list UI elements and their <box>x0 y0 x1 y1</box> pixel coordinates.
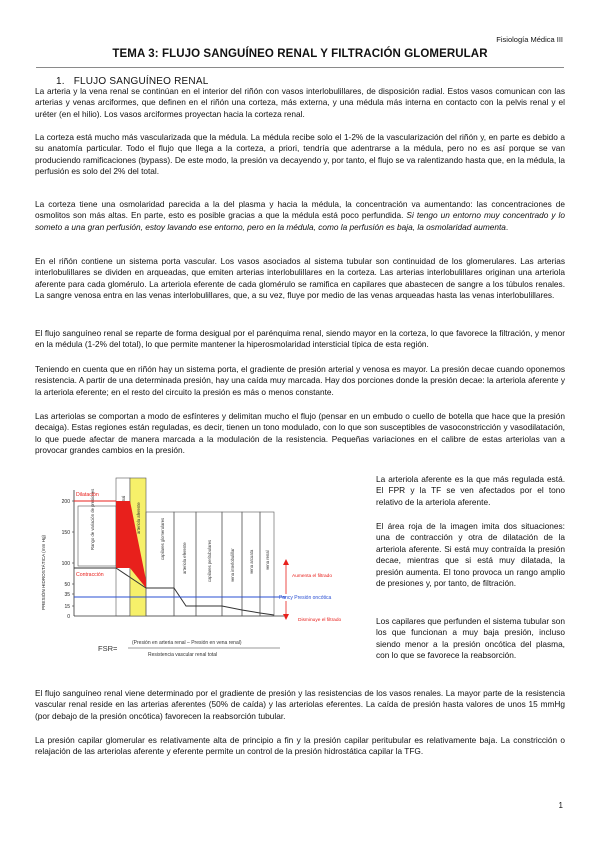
y-tick-label: 50 <box>64 582 70 588</box>
paragraph-3-italic: Si tengo un entorno muy concentrado y lo someto a una gran perfusión, estoy lavando ese entorno, pero en la médula, como la perfusión es baja, la osmolaridad aumenta <box>35 210 566 232</box>
column-label: vena interlobulillar <box>230 548 235 582</box>
down-arrow-head <box>283 614 289 620</box>
page-number: 1 <box>558 801 563 810</box>
fsr-numerator: (Presión en arteria renal – Presión en vena renal) <box>132 640 242 646</box>
y-tick-label: 150 <box>61 530 70 536</box>
y-tick-label: 200 <box>61 499 70 505</box>
contraction-label: Contracción <box>76 572 104 578</box>
oncotic-label: Pancy Presión oncótica <box>279 595 332 601</box>
paragraph-9: La presión capilar glomerular es relativamente alta de principio a fin y la presión capilar peritubular es relativamente baja. La constricción o relajación de las arteriolas aferente y eferente permite un control de la presión hidrostática capilar la TFG. <box>35 735 565 757</box>
side-paragraph-2: El área roja de la imagen imita dos situaciones: una de contracción y otra de dilatación de la arteriola aferente. Si está muy contraída la presión decae, mientras que si está muy dilatada, la presión aumenta. El tono provoca un rango amplio de presiones y, por tanto, de filtración. <box>376 521 565 589</box>
y-ticks <box>62 499 71 620</box>
paragraph-8: El flujo sanguíneo renal viene determinado por el gradiente de presión y las resistencias de los vasos renales. La mayor parte de la resistencia vascular renal reside en las arterias aferentes (50% de caída) y las arteriolas eferentes. La caída de presión hasta valores de unos 15 mmHg (por debajo de la presión oncótica) favorecen la reabsorción tubular. <box>35 688 565 721</box>
section-title: FLUJO SANGUÍNEO RENAL <box>73 76 209 87</box>
side-paragraph-1: La arteriola aferente es la que más regulada está. El FPR y la TF se ven afectados por el tono relativo de la arteriola aferente. <box>376 474 565 507</box>
y-tick-label: 100 <box>61 561 70 567</box>
column-label: capilares glomerulares <box>160 517 165 560</box>
section-number: 1. <box>56 76 65 87</box>
range-box <box>78 506 116 566</box>
side-paragraph-3: Los capilares que perfunden el sistema tubular son los que funcionan a muy baja presión, incluso siendo menor a la presión oncótica del plasma, con lo que se favorece la reabsorción. <box>376 616 565 661</box>
y-tick-label: 0 <box>67 614 70 620</box>
paragraph-3 <box>35 199 565 233</box>
title-divider <box>36 67 564 68</box>
course-header: Fisiología Médica III <box>496 35 563 44</box>
increase-filtrate-label: Aumenta el filtrado <box>292 574 332 579</box>
paragraph-3-text: La corteza tiene una osmolaridad parecida a la del plasma y hacia la médula, la concentración va aumentando: las concentraciones de osmolitos son más altas. En parte, esto es posible gracias a que la médula está poco perfundida. <box>35 199 565 221</box>
column-label: capilares peritubulares <box>207 539 212 582</box>
paragraph-5: El flujo sanguíneo renal se reparte de forma desigual por el parénquima renal, siendo mayor en la corteza, lo que favorece la filtración, y menor en la médula (1-2% del total), lo que permite mantener la hiperosmolaridad intersticial típica de esta región. <box>35 328 565 350</box>
paragraph-4: En el riñón contiene un sistema porta vascular. Los vasos asociados al sistema tubular son continuidad de los glomerulares. Las arterias interlobulillares se dividen en arqueadas, que emiten arterias interlobulillares en la corteza. Las arterias interlobulillares originan una arteriola aferente para cada glomérulo. La arteriola eferente de cada glomérulo se ramifica en capilares que abastecen de sangre a los túbulos renales. La sangre venosa entra en las venas interlobulillares, que, a su vez, fluye por medio de las venas arqueadas hasta las venas interlobulillares. <box>35 256 565 301</box>
range-label: Rango de variación de presiones <box>90 488 95 550</box>
column-label: arteriola aferente <box>136 502 141 534</box>
paragraph-3-end: . <box>505 221 509 232</box>
paragraph-7: Las arteriolas se comportan a modo de esfínteres y delimitan mucho el flujo (pensar en un embudo o cuello de botella que hace que la presión decaiga). Estas regiones están reguladas, es decir, tienen un tono modulado, con lo que son susceptibles de vasoconstricción y vasodilatación, lo que puede afectar de manera marcada a la modulación de la resistencia. Pequeñas variaciones en el calibre de estas arteriolas van a provocar grandes cambios en la presión. <box>35 411 565 456</box>
column-label: vena arcuata <box>249 549 254 574</box>
decrease-filtrate-label: Disminuye el filtrado <box>298 618 342 623</box>
vessel-columns <box>116 478 274 616</box>
fsr-label: FSR= <box>98 644 118 653</box>
pressure-figure <box>36 470 368 680</box>
y-axis-label: PRESIÓN HIDROSTÁTICA (mm Hg) <box>41 534 46 610</box>
fsr-denominator: Resistencia vascular renal total <box>148 652 218 658</box>
paragraph-6: Teniendo en cuenta que en riñón hay un sistema porta, el gradiente de presión arterial y venosa es mayor. La presión decae cuando oponemos resistencia. A partir de una determinada presión, hay una caída muy marcada. Hay dos porciones donde la presión decae: la arteriola aferente y la arteriola eferente; en el resto del circuito la presión es más o menos constante. <box>35 364 565 397</box>
paragraph-1: La arteria y la vena renal se continúan en el interior del riñón con vasos interlobulillares, de disposición radial. Estos vasos comunican con las arterias y venas arciformes, que definen en el riñón una corteza, más externa, y una médula más interna en contacto con la pelvis renal y el uréter (en el hilio). Los vasos arciformes proyectan hacia la corteza renal. <box>35 86 565 119</box>
column-label: vena renal <box>265 550 270 570</box>
page-title: TEMA 3: FLUJO SANGUÍNEO RENAL Y FILTRACIÓN GLOMERULAR <box>112 48 488 60</box>
column-label: arteriola eferente <box>182 542 187 574</box>
pressure-diagram <box>36 470 368 680</box>
up-arrow-head <box>283 559 289 565</box>
paragraph-2: La corteza está mucho más vascularizada que la médula. La médula recibe solo el 1-2% de la vascularización del riñón y, en parte es debido a su anatomía particular. Todo el flujo que llega a la corteza, a priori, tendría que adentrarse a la médula, pero no es así porque se van produciendo ramificaciones (bypass). De este modo, la presión va decayendo y, por tanto, el flujo se va ralentizando hasta que, en la médula, la perfusión es solo del 2% del total. <box>35 132 565 177</box>
y-tick-label: 15 <box>64 604 70 610</box>
y-tick-label: 35 <box>64 592 70 598</box>
dilatation-label: Dilatación <box>76 492 99 498</box>
